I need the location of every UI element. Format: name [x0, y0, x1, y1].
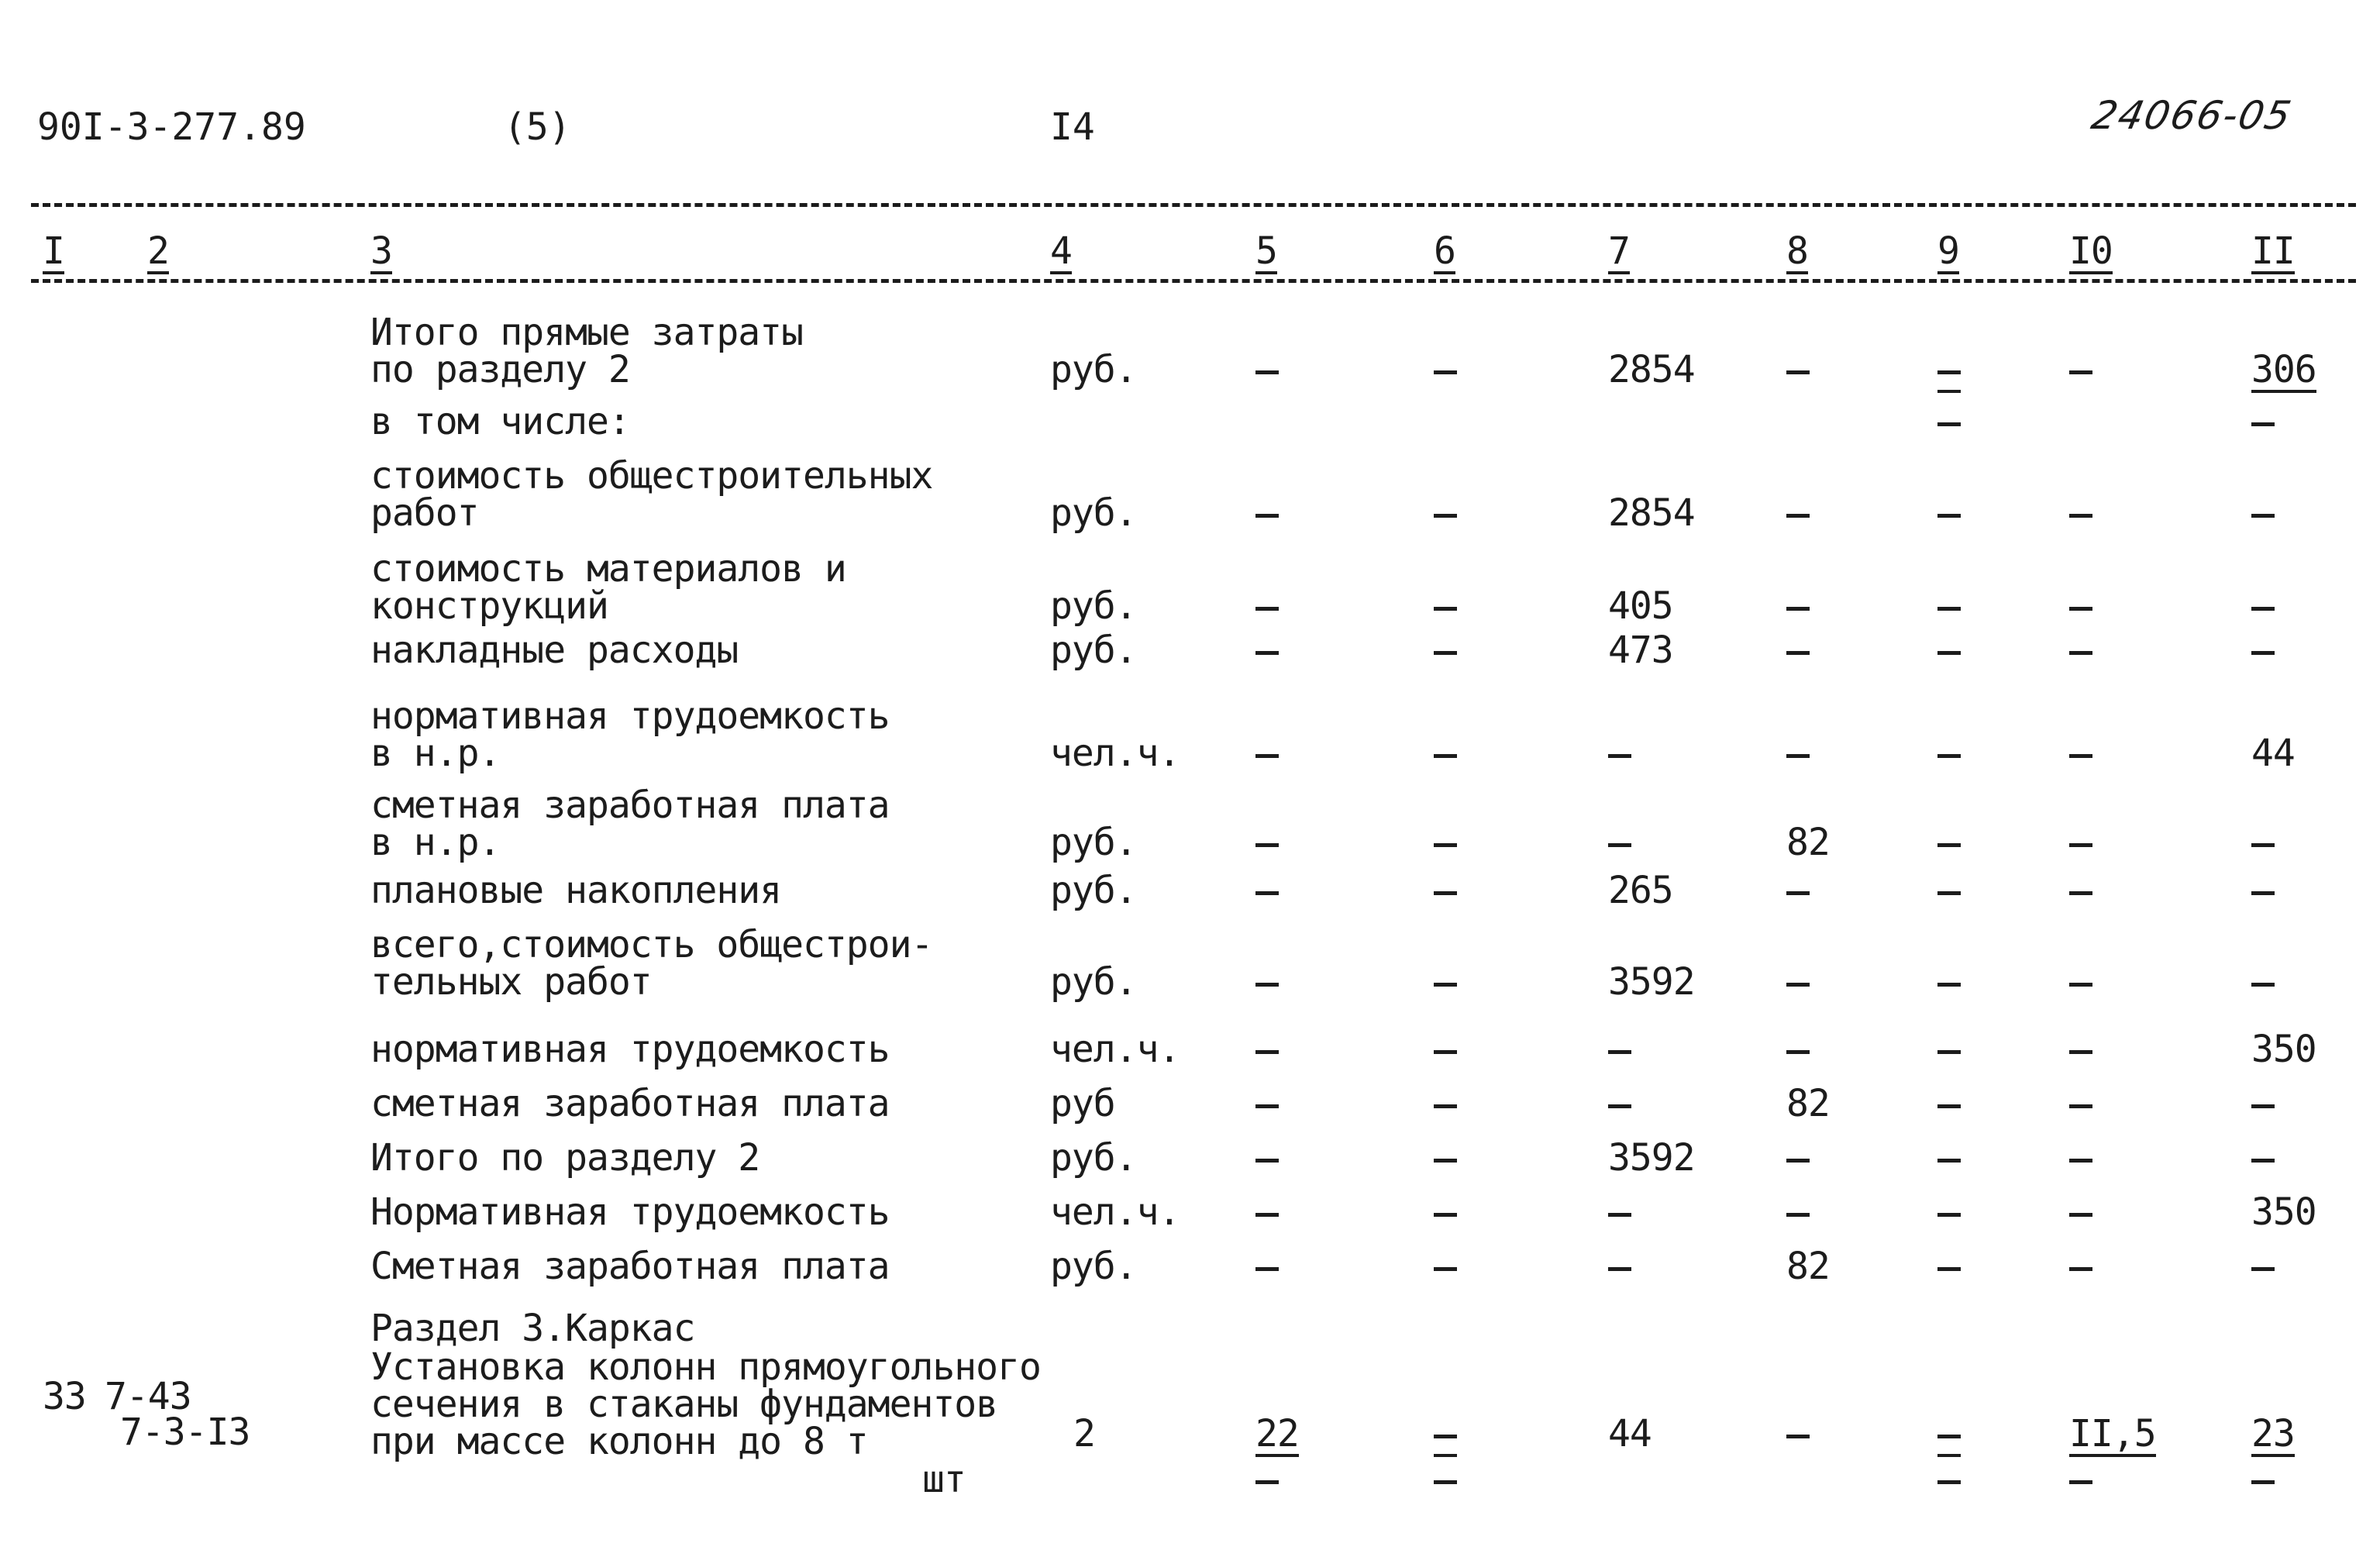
cell-c9 — [1937, 872, 1961, 909]
dash-mark — [1608, 1050, 1631, 1054]
dash-mark — [1434, 651, 1457, 655]
dash-mark — [1434, 754, 1457, 758]
cell-c7 — [1608, 1085, 1631, 1122]
dash-mark — [1434, 370, 1457, 374]
dash-mark — [1434, 1104, 1457, 1108]
doc-code: 90I-3-277.89 — [37, 105, 306, 149]
dash-mark — [1608, 1267, 1631, 1271]
row-desc-line: Итого по разделу 2 — [370, 1136, 760, 1180]
dash-mark — [2069, 1159, 2092, 1163]
row-desc-line: в н.р. — [370, 732, 501, 775]
dash-mark — [1786, 1213, 1810, 1217]
dash-mark — [1255, 1050, 1279, 1054]
row-unit: руб. — [1050, 821, 1137, 864]
cell-c9 — [1937, 735, 1961, 772]
cell-c11: 350 — [2251, 1028, 2316, 1071]
cell-c8 — [1786, 351, 1810, 388]
dash-mark — [1937, 422, 1961, 426]
cell-c5 — [1255, 1461, 1279, 1498]
cell-c8 — [1786, 735, 1810, 772]
cell-c5 — [1255, 494, 1279, 532]
dash-mark — [1786, 891, 1810, 895]
dash-mark — [2069, 370, 2092, 374]
column-header-7: 7 — [1608, 229, 1630, 273]
dash-mark — [1937, 1267, 1961, 1271]
cell-c11 — [2251, 494, 2275, 532]
cell-c9 — [1937, 1085, 1961, 1122]
dash-mark — [1434, 891, 1457, 895]
cell-c10 — [2069, 872, 2092, 909]
cell-c11 — [2251, 1248, 2275, 1285]
row-code: 7-43 — [105, 1375, 191, 1418]
cell-c6 — [1434, 735, 1457, 772]
cell-c9 — [1937, 1194, 1961, 1231]
dash-mark — [2069, 891, 2092, 895]
cell-c6 — [1434, 872, 1457, 909]
top-rule — [31, 203, 2356, 207]
cell-c9 — [1937, 824, 1961, 861]
dash-mark — [1255, 607, 1279, 611]
row-unit: руб. — [1050, 584, 1137, 628]
cell-c10 — [2069, 1248, 2092, 1285]
row-code: 7-3-I3 — [120, 1411, 250, 1454]
dash-mark — [1937, 891, 1961, 895]
cell-c5 — [1255, 351, 1279, 388]
dash-mark — [1608, 1213, 1631, 1217]
cell-c5: 22 — [1255, 1412, 1299, 1455]
cell-c9 — [1937, 403, 1961, 440]
dash-mark — [1937, 514, 1961, 518]
cell-c9 — [1937, 632, 1961, 669]
dash-mark — [1786, 514, 1810, 518]
dash-mark — [1434, 514, 1457, 518]
cell-c5 — [1255, 824, 1279, 861]
dash-mark — [1255, 514, 1279, 518]
cell-c11 — [2251, 963, 2275, 1001]
cell-c9 — [1937, 963, 1961, 1001]
dash-mark — [1434, 607, 1457, 611]
column-header-11: II — [2251, 229, 2295, 273]
dash-mark — [1434, 983, 1457, 987]
dash-mark — [1937, 1050, 1961, 1054]
dash-mark — [2069, 754, 2092, 758]
cell-c5 — [1255, 1031, 1279, 1068]
column-header-1: I — [43, 229, 64, 273]
row-desc-line: при массе колонн до 8 т — [370, 1420, 868, 1463]
dash-mark — [1608, 1104, 1631, 1108]
cell-c7: 2854 — [1608, 491, 1695, 535]
cell-c7 — [1608, 735, 1631, 772]
cell-c10 — [2069, 351, 2092, 388]
row-desc-line: плановые накопления — [370, 869, 782, 912]
cell-c7 — [1608, 824, 1631, 861]
cell-c10 — [2069, 735, 2092, 772]
dash-mark — [1937, 843, 1961, 847]
cell-c10 — [2069, 1139, 2092, 1176]
cell-c9 — [1937, 587, 1961, 625]
dash-mark — [2251, 843, 2275, 847]
row-unit: чел.ч. — [1050, 1190, 1180, 1234]
cell-c5 — [1255, 1139, 1279, 1176]
row-unit: руб. — [1050, 1245, 1137, 1288]
dash-mark — [1786, 1050, 1810, 1054]
dash-mark — [1255, 370, 1279, 374]
cell-c6 — [1434, 587, 1457, 625]
dash-mark — [2251, 514, 2275, 518]
dash-mark — [1255, 983, 1279, 987]
row-desc-line: нормативная трудоемкость — [370, 1028, 890, 1071]
row-desc-line: накладные расходы — [370, 629, 739, 672]
row-unit: руб. — [1050, 960, 1137, 1004]
part-number: (5) — [504, 105, 571, 149]
cell-c6 — [1434, 1415, 1457, 1457]
dash-mark — [2251, 607, 2275, 611]
cell-c10 — [2069, 963, 2092, 1001]
cell-c9 — [1937, 1248, 1961, 1285]
cell-c5 — [1255, 872, 1279, 909]
dash-mark — [2069, 514, 2092, 518]
dash-mark — [1786, 651, 1810, 655]
cell-c6 — [1434, 1461, 1457, 1498]
cell-c9 — [1937, 351, 1961, 393]
cell-c11 — [2251, 1085, 2275, 1122]
cell-c8 — [1786, 1031, 1810, 1068]
cell-c9 — [1937, 1139, 1961, 1176]
row-unit: шт — [922, 1458, 966, 1501]
row-desc-line: всего,стоимость общестрои- — [370, 923, 933, 966]
cell-c9 — [1937, 494, 1961, 532]
cell-c11 — [2251, 824, 2275, 861]
dash-mark — [1434, 843, 1457, 847]
cell-c5 — [1255, 587, 1279, 625]
row-unit: чел.ч. — [1050, 732, 1180, 775]
dash-mark — [1937, 1480, 1961, 1484]
dash-mark — [1434, 1435, 1457, 1438]
cell-c8: 82 — [1786, 1245, 1830, 1288]
dash-mark — [1786, 1435, 1810, 1438]
page-number: I4 — [1050, 105, 1095, 149]
cell-c7: 405 — [1608, 584, 1673, 628]
cell-c7: 3592 — [1608, 1136, 1695, 1180]
dash-mark — [2069, 1480, 2092, 1484]
cell-c10 — [2069, 1461, 2092, 1498]
dash-mark — [1937, 651, 1961, 655]
dash-mark — [1937, 1213, 1961, 1217]
column-header-10: I0 — [2069, 229, 2113, 273]
dash-mark — [1786, 607, 1810, 611]
dash-mark — [2069, 1050, 2092, 1054]
cell-c10: II,5 — [2069, 1412, 2156, 1455]
dash-mark — [1937, 983, 1961, 987]
cell-c5 — [1255, 963, 1279, 1001]
row-desc-line: тельных работ — [370, 960, 652, 1004]
cell-c6 — [1434, 1194, 1457, 1231]
dash-mark — [1255, 1159, 1279, 1163]
dash-mark — [1937, 1104, 1961, 1108]
row-desc-line: работ — [370, 491, 479, 535]
column-header-5: 5 — [1255, 229, 1277, 273]
dash-mark — [1786, 1159, 1810, 1163]
cell-c11 — [2251, 632, 2275, 669]
column-header-8: 8 — [1786, 229, 1808, 273]
dash-mark — [1937, 1159, 1961, 1163]
cell-c8 — [1786, 1415, 1810, 1452]
dash-mark — [1255, 891, 1279, 895]
cell-c8 — [1786, 632, 1810, 669]
column-header-4: 4 — [1050, 229, 1072, 273]
row-desc-line: сметная заработная плата — [370, 784, 890, 827]
cell-c8: 82 — [1786, 1082, 1830, 1125]
dash-mark — [1434, 1213, 1457, 1217]
cell-c7: 473 — [1608, 629, 1673, 672]
cell-c6 — [1434, 494, 1457, 532]
cell-c5 — [1255, 1194, 1279, 1231]
cell-c9 — [1937, 1031, 1961, 1068]
row-desc-line: Установка колонн прямоугольного — [370, 1345, 1041, 1389]
dash-mark — [2069, 1104, 2092, 1108]
row-unit: руб — [1050, 1082, 1115, 1125]
cell-c11 — [2251, 587, 2275, 625]
cell-c11 — [2251, 1139, 2275, 1176]
cell-c7: 3592 — [1608, 960, 1695, 1004]
row-desc-line: в н.р. — [370, 821, 501, 864]
cell-c11: 44 — [2251, 732, 2295, 775]
dash-mark — [2251, 891, 2275, 895]
cell-c6 — [1434, 1085, 1457, 1122]
cell-c7: 44 — [1608, 1412, 1652, 1455]
cell-c6 — [1434, 963, 1457, 1001]
cell-c6 — [1434, 351, 1457, 388]
dash-mark — [1937, 607, 1961, 611]
dash-mark — [1608, 754, 1631, 758]
column-header-2: 2 — [147, 229, 169, 273]
cell-c7 — [1608, 1248, 1631, 1285]
dash-mark — [2251, 422, 2275, 426]
cell-c5 — [1255, 1085, 1279, 1122]
dash-mark — [2069, 1267, 2092, 1271]
cell-c10 — [2069, 494, 2092, 532]
dash-mark — [2251, 1159, 2275, 1163]
cell-c6 — [1434, 1248, 1457, 1285]
cell-c7: 265 — [1608, 869, 1673, 912]
row-desc-line: нормативная трудоемкость — [370, 694, 890, 738]
row-desc-line: Нормативная трудоемкость — [370, 1190, 890, 1234]
cell-c6 — [1434, 1031, 1457, 1068]
cell-c11 — [2251, 1461, 2275, 1498]
cell-c5 — [1255, 632, 1279, 669]
row-number: 33 — [43, 1375, 86, 1418]
dash-mark — [2069, 1213, 2092, 1217]
handwritten-number: 24066-05 — [2087, 93, 2296, 138]
dash-mark — [2251, 651, 2275, 655]
row-desc-line: стоимость общестроительных — [370, 454, 933, 498]
dash-mark — [1608, 843, 1631, 847]
cell-c7: 2854 — [1608, 348, 1695, 391]
dash-mark — [1786, 983, 1810, 987]
column-header-6: 6 — [1434, 229, 1455, 273]
cell-c4: 2 — [1073, 1412, 1095, 1455]
row-unit: руб. — [1050, 869, 1137, 912]
row-desc-line: стоимость материалов и — [370, 547, 846, 591]
row-desc-line: сметная заработная плата — [370, 1082, 890, 1125]
dash-mark — [2069, 983, 2092, 987]
dash-mark — [2069, 843, 2092, 847]
column-header-9: 9 — [1937, 229, 1959, 273]
cell-c8 — [1786, 872, 1810, 909]
cell-c10 — [2069, 824, 2092, 861]
dash-mark — [1255, 843, 1279, 847]
cell-c6 — [1434, 632, 1457, 669]
row-desc-line: конструкций — [370, 584, 608, 628]
dash-mark — [1434, 1050, 1457, 1054]
cell-c10 — [2069, 1031, 2092, 1068]
dash-mark — [1255, 1104, 1279, 1108]
dash-mark — [1434, 1159, 1457, 1163]
cell-c10 — [2069, 1194, 2092, 1231]
dash-mark — [1937, 370, 1961, 374]
cell-c9 — [1937, 1415, 1961, 1457]
dash-mark — [2251, 1267, 2275, 1271]
dash-mark — [1786, 754, 1810, 758]
row-desc-line: Сметная заработная плата — [370, 1245, 890, 1288]
cell-c5 — [1255, 1248, 1279, 1285]
row-unit: руб. — [1050, 348, 1137, 391]
dash-mark — [1255, 754, 1279, 758]
row-desc-line: по разделу 2 — [370, 348, 630, 391]
row-unit: руб. — [1050, 629, 1137, 672]
dash-mark — [1937, 1435, 1961, 1438]
column-header-3: 3 — [370, 229, 392, 273]
cell-c9 — [1937, 1461, 1961, 1498]
header-rule — [31, 279, 2356, 283]
dash-mark — [2251, 983, 2275, 987]
cell-c11: 23 — [2251, 1412, 2295, 1455]
dash-mark — [1255, 1267, 1279, 1271]
dash-mark — [1255, 1213, 1279, 1217]
cell-c6 — [1434, 824, 1457, 861]
dash-mark — [2069, 607, 2092, 611]
dash-mark — [2251, 1104, 2275, 1108]
cell-c7 — [1608, 1194, 1631, 1231]
dash-mark — [1937, 754, 1961, 758]
row-unit: руб. — [1050, 1136, 1137, 1180]
dash-mark — [1434, 1267, 1457, 1271]
dash-mark — [1255, 651, 1279, 655]
cell-c11: 306 — [2251, 348, 2316, 391]
cell-c10 — [2069, 1085, 2092, 1122]
row-desc-line: в том числе: — [370, 400, 630, 443]
dash-mark — [1786, 370, 1810, 374]
row-desc-line: сечения в стаканы фундаментов — [370, 1383, 998, 1426]
cell-c10 — [2069, 632, 2092, 669]
row-unit: чел.ч. — [1050, 1028, 1180, 1071]
row-unit: руб. — [1050, 491, 1137, 535]
cell-c11: 350 — [2251, 1190, 2316, 1234]
cell-c11 — [2251, 872, 2275, 909]
cell-c8 — [1786, 1194, 1810, 1231]
cell-c8 — [1786, 494, 1810, 532]
cell-c8 — [1786, 587, 1810, 625]
cell-c10 — [2069, 587, 2092, 625]
cell-c8: 82 — [1786, 821, 1830, 864]
dash-mark — [1255, 1480, 1279, 1484]
row-desc-line: Итого прямые затраты — [370, 311, 803, 354]
cell-c8 — [1786, 1139, 1810, 1176]
dash-mark — [2251, 1480, 2275, 1484]
cell-c5 — [1255, 735, 1279, 772]
cell-c11 — [2251, 403, 2275, 440]
row-desc-line: Раздел 3.Каркас — [370, 1307, 695, 1350]
cell-c6 — [1434, 1139, 1457, 1176]
cell-c7 — [1608, 1031, 1631, 1068]
cell-c8 — [1786, 963, 1810, 1001]
dash-mark — [2069, 651, 2092, 655]
dash-mark — [1434, 1480, 1457, 1484]
